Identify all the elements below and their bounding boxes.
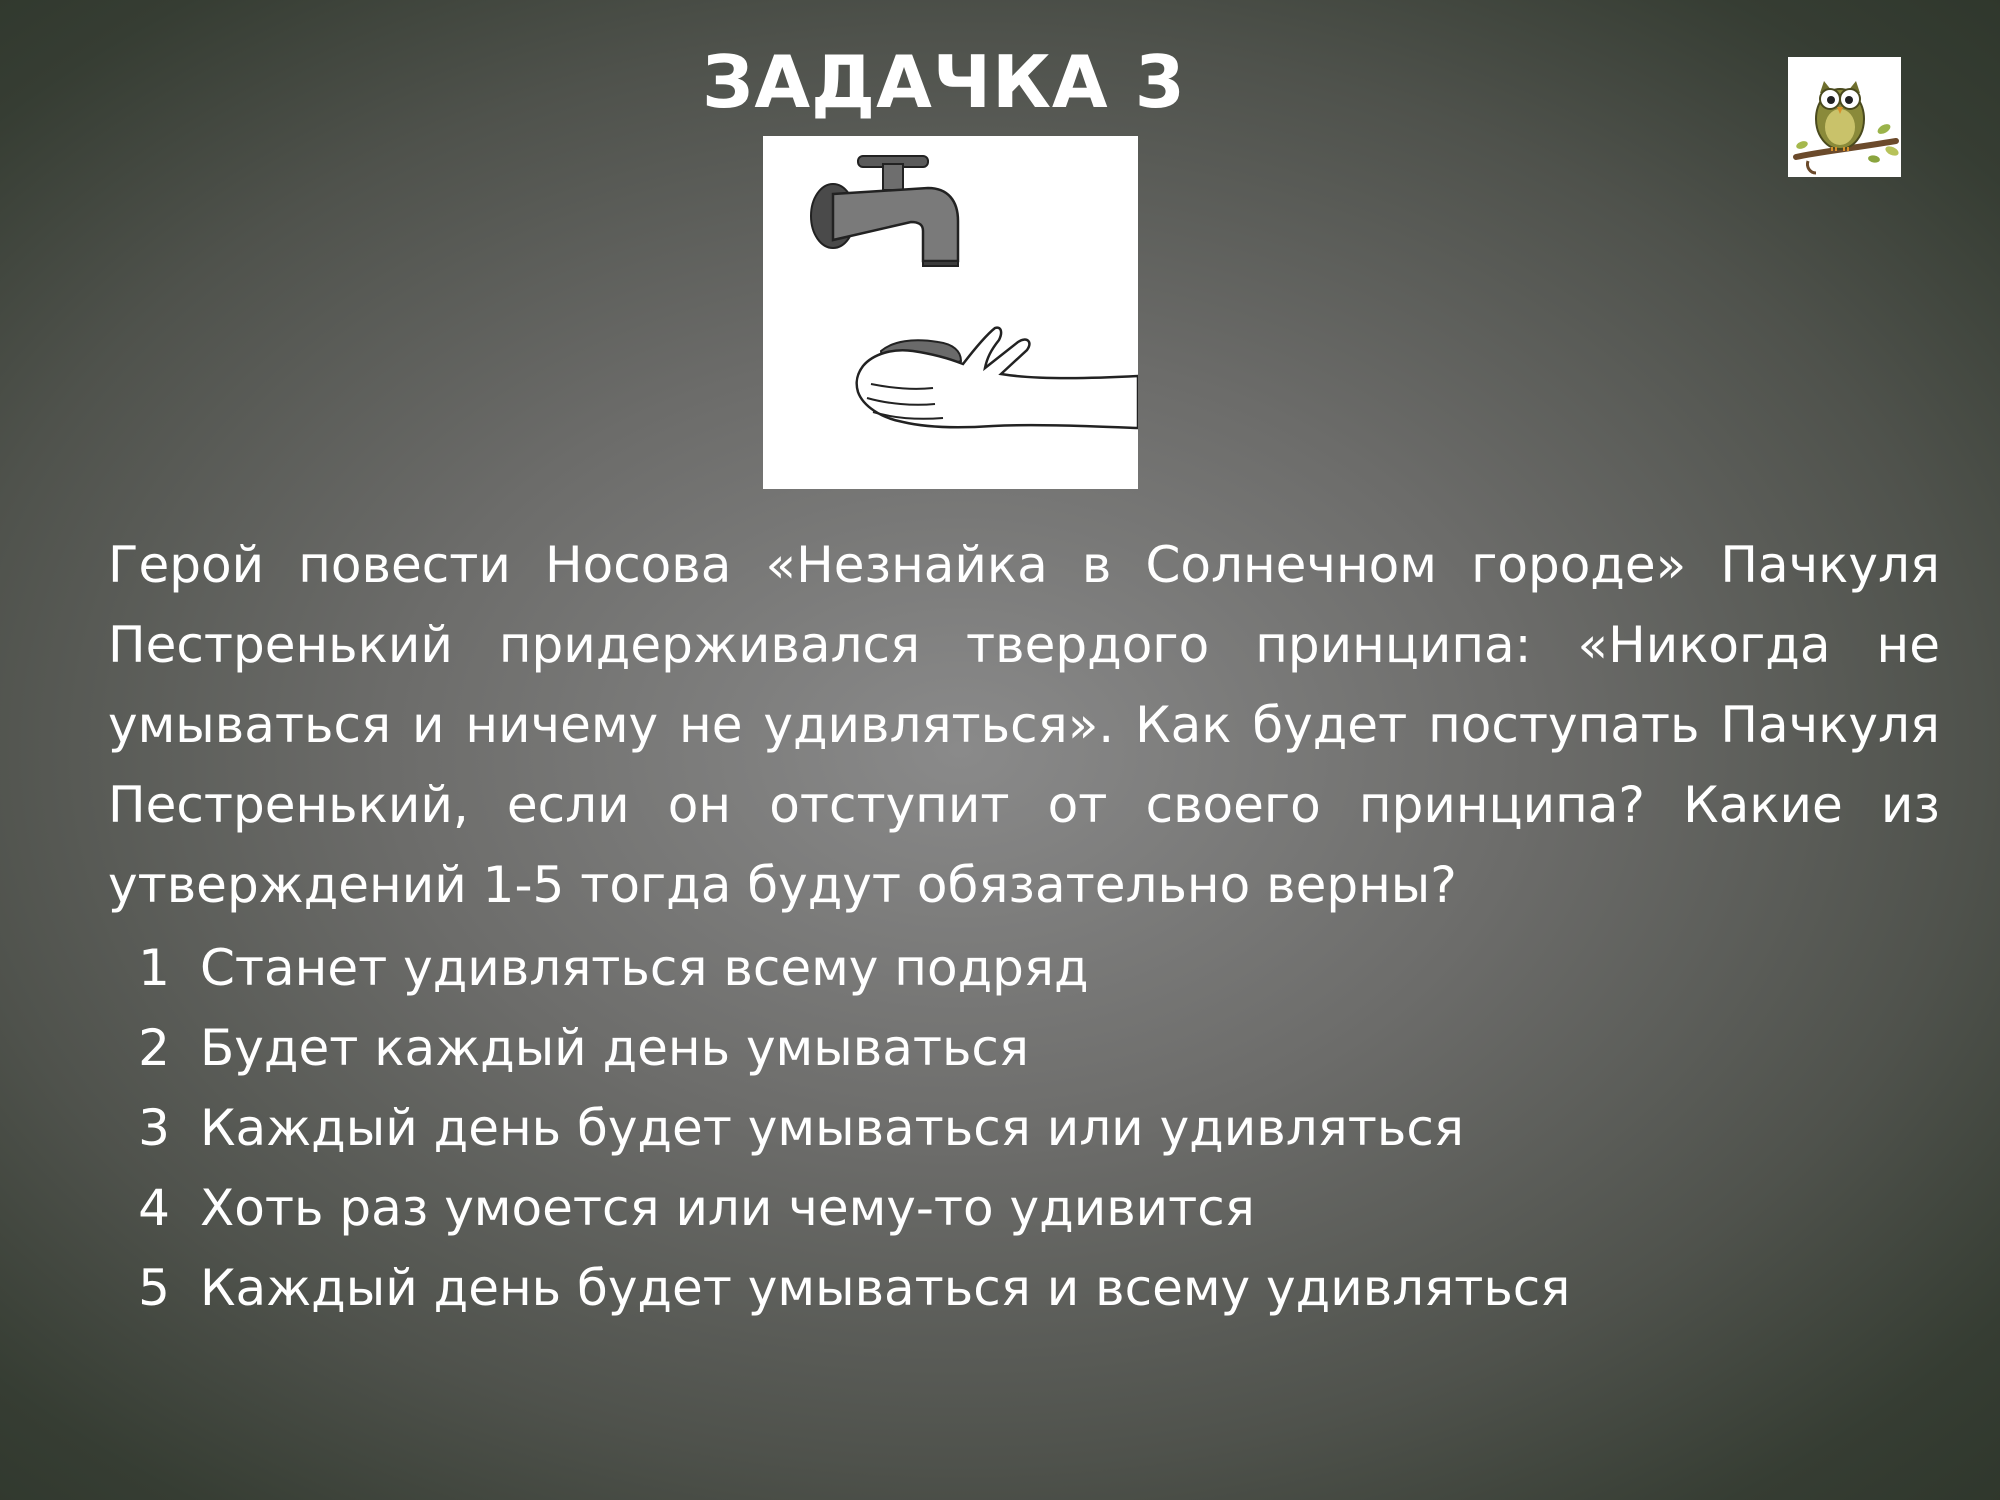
list-item: [108, 1088, 1940, 1168]
option-text: Каждый день будет умываться или удивляться: [200, 1099, 1464, 1157]
list-item: [108, 1008, 1940, 1088]
option-text: Будет каждый день умываться: [200, 1019, 1030, 1077]
faucet-hands-icon: [763, 136, 1138, 489]
option-text: Каждый день будет умываться и всему удивляться: [200, 1259, 1571, 1317]
options-list: [108, 928, 1940, 1328]
option-number: 4: [138, 1179, 170, 1237]
list-item: [108, 1248, 1940, 1328]
option-number: 3: [138, 1099, 170, 1157]
option-number: 1: [138, 939, 170, 997]
problem-text: Герой повести Носова «Незнайка в Солнечном городе» Пачкуля Пестренький придерживался твердого принципа: «Никогда не умываться и ничему не удивляться». Как будет поступать Пачкуля Пестренький, если он отступит от своего принципа? Какие из утверждений 1-5 тогда будут обязательно верны?: [108, 536, 1940, 914]
option-number: 5: [138, 1259, 170, 1317]
slide-title: ЗАДАЧКА 3: [702, 40, 1186, 124]
option-text: Станет удивляться всему подряд: [200, 939, 1089, 997]
list-item: [108, 928, 1940, 1008]
option-number: 2: [138, 1019, 170, 1077]
list-item: [108, 1168, 1940, 1248]
owl-on-branch-icon: [1788, 57, 1901, 177]
option-text: Хоть раз умоется или чему-то удивится: [200, 1179, 1255, 1237]
